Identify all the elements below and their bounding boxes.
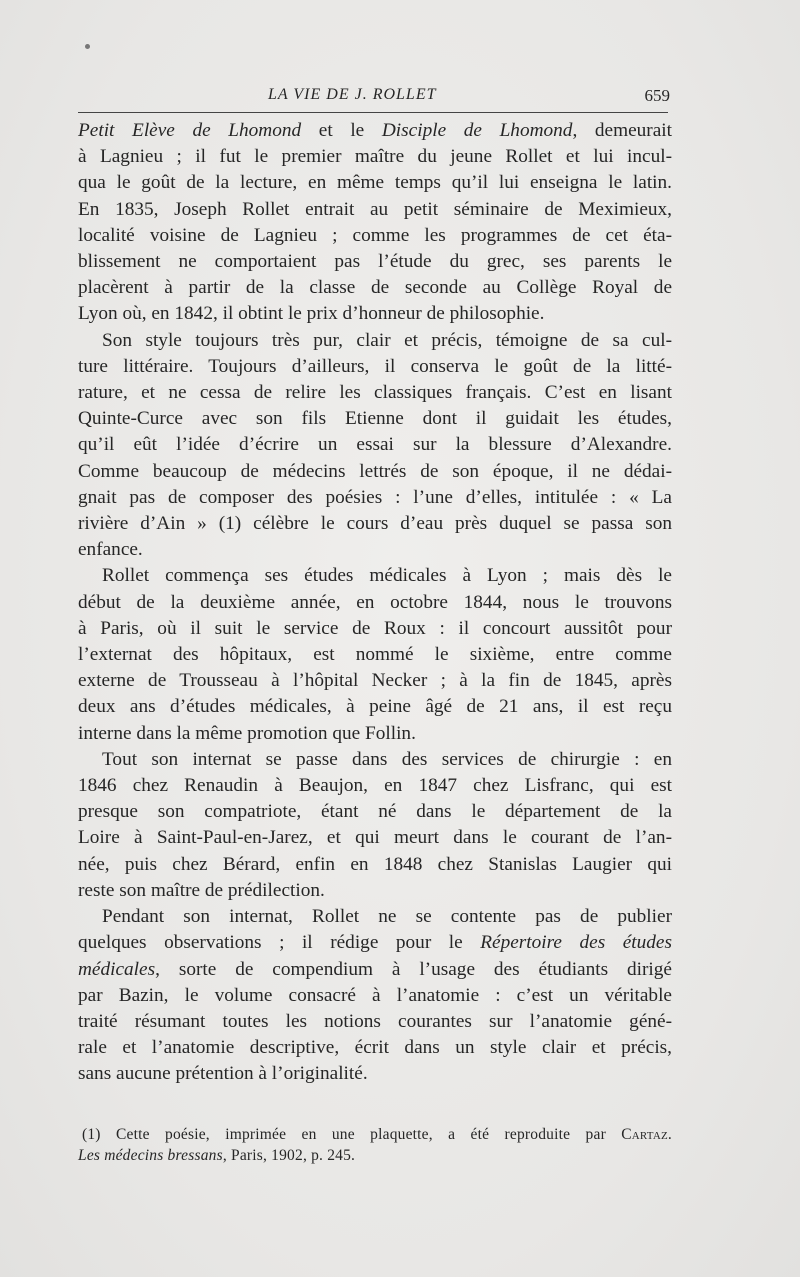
- body-text: début de la deuxième année, en octobre 1844, nous le trouvons: [78, 591, 672, 613]
- body-line: [78, 799, 672, 825]
- body-line: [78, 537, 672, 563]
- body-italic-text: Petit Elève de Lhomond: [78, 120, 302, 141]
- body-text: Quinte-Curce avec son fils Etienne dont il guidait les études,: [78, 408, 672, 430]
- body-line: [78, 249, 672, 275]
- body-text: qu’il eût l’idée d’écrire un essai sur la blessure d’Alexandre.: [78, 434, 672, 456]
- body-text: rale et l’anatomie descriptive, écrit dans un style clair et précis,: [78, 1037, 672, 1059]
- body-line: [78, 773, 672, 799]
- body-line: [78, 432, 672, 458]
- body-line: [78, 721, 672, 747]
- footnote-text: Cartaz.: [621, 1126, 672, 1143]
- body-line: [78, 1061, 672, 1087]
- page-header: [78, 86, 668, 113]
- body-line: [78, 616, 672, 642]
- footnote-line: [78, 1124, 672, 1145]
- body-text: qua le goût de la lecture, en même temps qu’il lui enseigna le latin.: [78, 172, 672, 194]
- body-line: [78, 590, 672, 616]
- body-text: l’externat des hôpitaux, est nommé le sixième, entre comme: [78, 644, 672, 666]
- body-line: [78, 957, 672, 983]
- body-line: [78, 275, 672, 301]
- body-line: [78, 1035, 672, 1061]
- body-text: localité voisine de Lagnieu ; comme les programmes de cet éta-: [78, 224, 672, 246]
- body-text: traité résumant toutes les notions courantes sur l’anatomie géné-: [78, 1010, 672, 1032]
- footnote-text: , Paris, 1902, p. 245.: [222, 1147, 356, 1164]
- body-text: En 1835, Joseph Rollet entrait au petit séminaire de Meximieux,: [78, 198, 672, 220]
- body-line: [78, 1009, 672, 1035]
- body-text: [78, 118, 672, 1088]
- footnote-text: (1) Cette poésie, imprimée en une plaquette, a été reproduite par: [82, 1126, 622, 1143]
- body-text: Lyon où, en 1842, il obtint le prix d’honneur de philosophie.: [78, 303, 545, 325]
- body-text: interne dans la même promotion que Follin.: [78, 722, 416, 744]
- body-line: [78, 930, 672, 956]
- body-text: rature, et ne cessa de relire les classiques français. C’est en lisant: [78, 382, 672, 404]
- body-text: reste son maître de prédilection.: [78, 879, 325, 901]
- body-line: [78, 563, 672, 589]
- body-text: Loire à Saint-Paul-en-Jarez, et qui meurt dans le courant de l’an-: [78, 827, 672, 849]
- body-text: presque son compatriote, étant né dans le département de la: [78, 801, 672, 823]
- body-italic-text: médicales: [78, 958, 156, 980]
- body-line: [78, 747, 672, 773]
- body-line: [78, 485, 672, 511]
- body-text: Pendant son internat, Rollet ne se contente pas de publier: [102, 906, 672, 928]
- body-line: [78, 223, 672, 249]
- body-line: [78, 406, 672, 432]
- running-title: LA VIE DE J. ROLLET: [268, 86, 437, 103]
- footnote: [78, 1124, 672, 1166]
- body-italic-text: Disciple de Lhomond: [381, 120, 573, 141]
- body-text: Comme beaucoup de médecins lettrés de son époque, il ne dédai-: [78, 460, 672, 482]
- body-text: Rollet commença ses études médicales à Lyon ; mais dès le: [102, 565, 672, 587]
- body-line: [78, 511, 672, 537]
- body-line: [78, 904, 672, 930]
- body-text: blissement ne comportaient pas l’étude du grec, ses parents le: [78, 251, 672, 273]
- footnote-line: [78, 1145, 672, 1166]
- body-text: rivière d’Ain » (1) célèbre le cours d’eau près duquel se passa son: [78, 513, 672, 535]
- body-line: [78, 380, 672, 406]
- body-italic-text: Répertoire des études: [480, 932, 672, 954]
- body-text: , sorte de compendium à l’usage des étudiants dirigé: [155, 958, 672, 980]
- body-line: [78, 983, 672, 1009]
- body-text: placèrent à partir de la classe de seconde au Collège Royal de: [78, 277, 672, 299]
- body-text: à Paris, où il suit le service de Roux : il concourt aussitôt pour: [78, 617, 672, 639]
- footnote-italic-text: Les médecins bressans: [78, 1147, 223, 1164]
- body-text: externe de Trousseau à l’hôpital Necker ; à la fin de 1845, après: [78, 670, 672, 692]
- body-line: [78, 301, 672, 327]
- body-line: [78, 642, 672, 668]
- body-line: [78, 118, 672, 144]
- body-text: ture littéraire. Toujours d’ailleurs, il conserva le goût de la litté-: [78, 355, 672, 377]
- body-text: , demeurait: [572, 120, 672, 141]
- body-text: Son style toujours très pur, clair et précis, témoigne de sa cul-: [102, 329, 672, 351]
- body-text: Tout son internat se passe dans des services de chirurgie : en: [102, 748, 672, 770]
- body-text: quelques observations ; il rédige pour le: [78, 932, 481, 954]
- body-text: gnait pas de composer des poésies : l’une d’elles, intitulée : « La: [78, 486, 672, 508]
- body-text: enfance.: [78, 539, 143, 561]
- body-line: [78, 668, 672, 694]
- body-line: [78, 459, 672, 485]
- body-line: [78, 197, 672, 223]
- body-text: sans aucune prétention à l’originalité.: [78, 1063, 368, 1085]
- body-line: [78, 170, 672, 196]
- body-line: [78, 144, 672, 170]
- body-line: [78, 328, 672, 354]
- body-line: [78, 852, 672, 878]
- body-text: par Bazin, le volume consacré à l’anatomie : c’est un véritable: [78, 984, 672, 1006]
- body-text: et le: [301, 120, 382, 141]
- body-line: [78, 694, 672, 720]
- page-number: 659: [644, 86, 670, 105]
- body-text: deux ans d’études médicales, à peine âgé de 21 ans, il est reçu: [78, 696, 672, 718]
- body-line: [78, 878, 672, 904]
- body-line: [78, 825, 672, 851]
- ink-speck: [85, 44, 90, 49]
- body-text: 1846 chez Renaudin à Beaujon, en 1847 chez Lisfranc, qui est: [78, 775, 672, 797]
- body-text: à Lagnieu ; il fut le premier maître du jeune Rollet et lui incul-: [78, 146, 672, 168]
- body-text: née, puis chez Bérard, enfin en 1848 chez Stanislas Laugier qui: [78, 853, 672, 875]
- body-line: [78, 354, 672, 380]
